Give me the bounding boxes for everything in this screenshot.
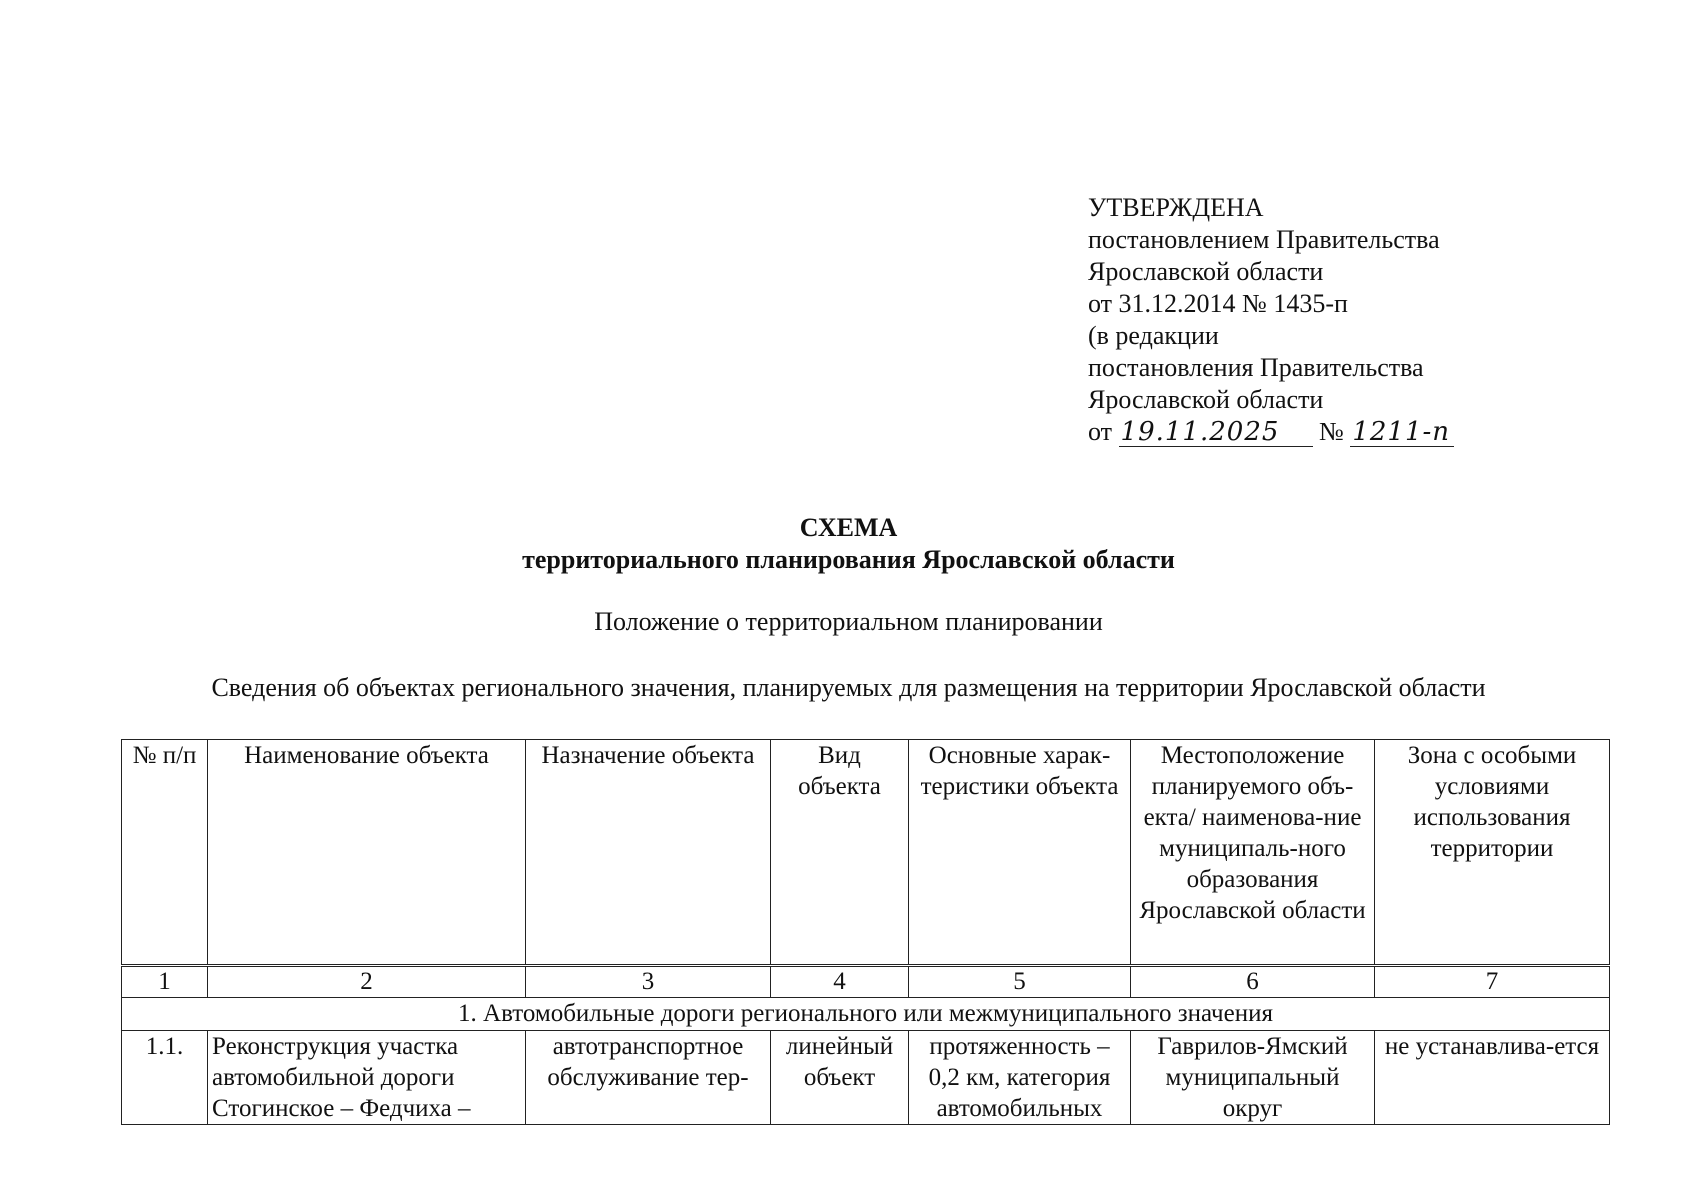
object-kind: линейный объект [771, 1031, 909, 1125]
approval-line: Ярославской области [1088, 385, 1324, 414]
column-number: 4 [771, 966, 909, 998]
column-number: 1 [122, 966, 208, 998]
column-number: 5 [909, 966, 1131, 998]
group-row [122, 998, 1610, 1031]
amendment-prefix: от [1088, 417, 1113, 446]
object-purpose: автотранспортное обслуживание тер- [526, 1031, 771, 1125]
table-header-row [122, 740, 1610, 966]
column-header: Основные харак-теристики объекта [909, 740, 1131, 966]
approval-line: от 31.12.2014 № 1435-п [1088, 289, 1348, 318]
intro-text: Сведения об объектах регионального значения, планируемых для размещения на территории Ярославской области [211, 673, 1486, 702]
column-header: Зона с особыми условиями использования территории [1375, 740, 1610, 966]
column-number: 2 [208, 966, 526, 998]
objects-table [121, 739, 1610, 1125]
column-number: 3 [526, 966, 771, 998]
column-number-row [122, 966, 1610, 998]
table-row [122, 1031, 1610, 1125]
handwritten-number: 1211-п [1350, 418, 1454, 447]
object-name: Реконструкция участка автомобильной дороги Стогинское – Федчиха – [208, 1031, 526, 1125]
handwritten-date: 19.11.2025 [1119, 418, 1313, 447]
approval-line: УТВЕРЖДЕНА [1088, 193, 1264, 222]
object-characteristics: протяженность – 0,2 км, категория автомобильных [909, 1031, 1131, 1125]
approval-stamp [1088, 192, 1454, 448]
row-number: 1.1. [122, 1031, 208, 1125]
column-header: Назначение объекта [526, 740, 771, 966]
object-zone: не устанавлива-ется [1375, 1031, 1610, 1125]
column-number: 7 [1375, 966, 1610, 998]
amendment-line [1088, 416, 1454, 448]
column-header: Наименование объекта [208, 740, 526, 966]
group-title: 1. Автомобильные дороги регионального или межмуниципального значения [122, 998, 1610, 1031]
column-header: Местоположение планируемого объ-екта/ наименова-ние муниципаль-ного образования Ярославской области [1131, 740, 1375, 966]
document-title: СХЕМА [799, 513, 898, 542]
document-subtitle: территориального планирования Ярославской области [522, 545, 1175, 574]
amendment-number-sign: № [1319, 417, 1344, 446]
approval-line: (в редакции [1088, 321, 1219, 350]
section-heading: Положение о территориальном планировании [594, 607, 1103, 636]
column-number: 6 [1131, 966, 1375, 998]
approval-line: постановления Правительства [1088, 353, 1424, 382]
approval-line: постановлением Правительства [1088, 225, 1440, 254]
column-header: № п/п [122, 740, 208, 966]
object-location: Гаврилов-Ямский муниципальный округ [1131, 1031, 1375, 1125]
column-header: Вид объекта [771, 740, 909, 966]
approval-line: Ярославской области [1088, 257, 1324, 286]
